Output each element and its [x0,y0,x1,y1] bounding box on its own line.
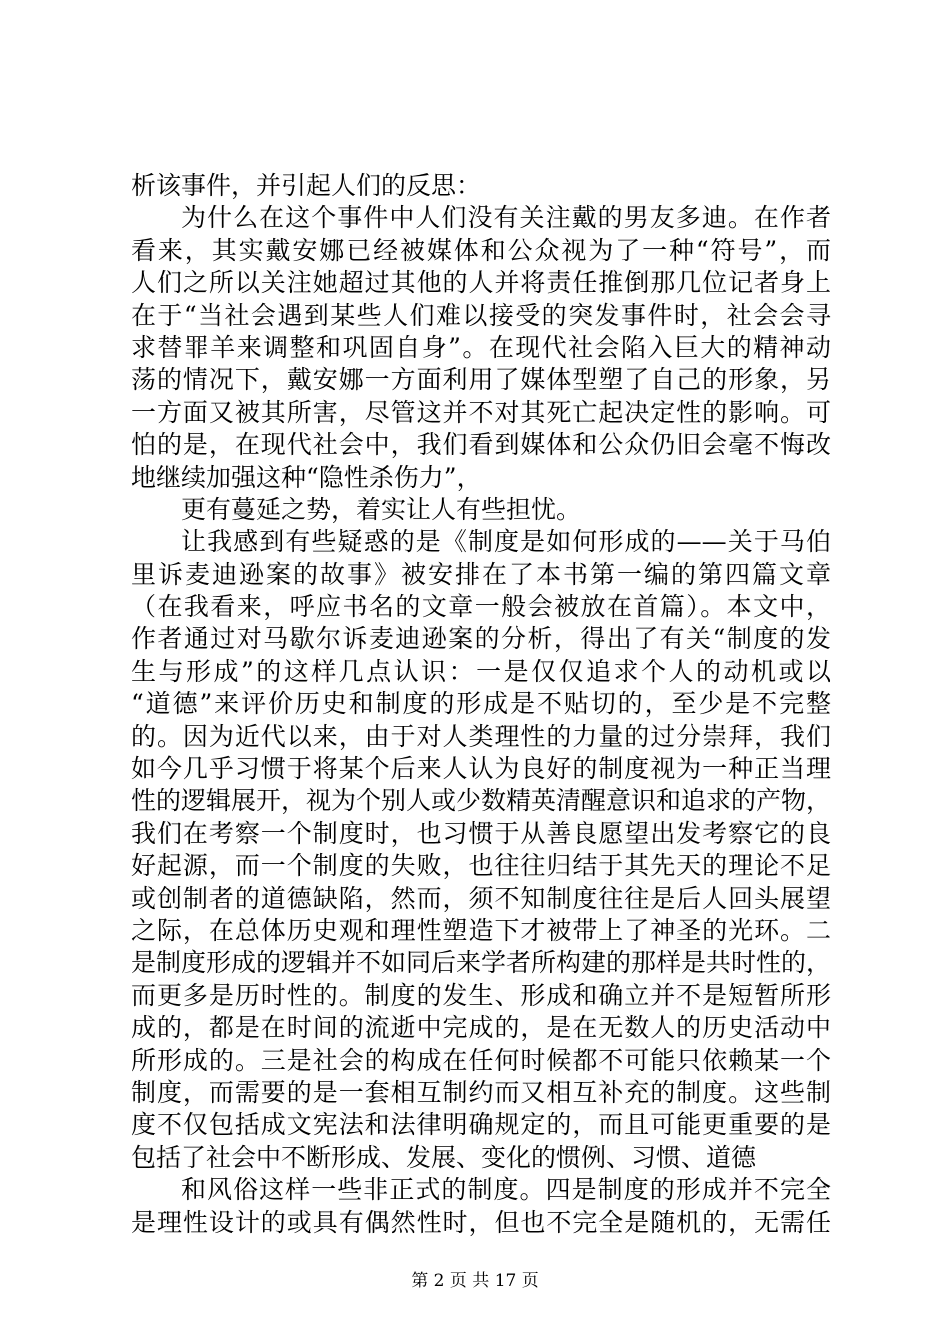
text-line: 成的，都是在时间的流逝中完成的，是在无数人的历史活动中 [131,1013,831,1043]
text-line: “道德”来评价历史和制度的形成是不贴切的，至少是不完整 [131,689,831,719]
text-line: 我们在考察一个制度时，也习惯于从善良愿望出发考察它的良 [131,818,831,848]
text-line: 好起源，而一个制度的失败，也往往归结于其先天的理论不足 [131,851,831,881]
text-line: 所形成的。三是社会的构成在任何时候都不可能只依赖某一个 [131,1045,831,1075]
text-line: 而更多是历时性的。制度的发生、形成和确立并不是短暂所形 [131,980,831,1010]
text-line: 里诉麦迪逊案的故事》被安排在了本书第一编的第四篇文章 [131,559,831,589]
body-text [131,170,831,1239]
text-line: 和风俗这样一些非正式的制度。四是制度的形成并不完全 [181,1175,831,1205]
text-line: 之际，在总体历史观和理性塑造下才被带上了神圣的光环。二 [131,915,831,945]
text-line: 让我感到有些疑惑的是《制度是如何形成的——关于马伯 [181,527,831,557]
text-line: 生与形成”的这样几点认识：一是仅仅追求个人的动机或以 [131,656,831,686]
text-line: 一方面又被其所害，尽管这并不对其死亡起决定性的影响。可 [131,397,831,427]
text-line: 地继续加强这种“隐性杀伤力”， [131,462,482,492]
text-line: 或创制者的道德缺陷，然而，须不知制度往往是后人回头展望 [131,883,831,913]
text-line: 的。因为近代以来，由于对人类理性的力量的过分崇拜，我们 [131,721,831,751]
text-line: 看来，其实戴安娜已经被媒体和公众视为了一种“符号”，而 [131,235,831,265]
text-line: 包括了社会中不断形成、发展、变化的惯例、习惯、道德 [131,1142,757,1172]
text-line: 是理性设计的或具有偶然性时，但也不完全是随机的，无需任 [131,1207,831,1237]
text-line: 制度，而需要的是一套相互制约而又相互补充的制度。这些制 [131,1077,831,1107]
page-footer: 第 2 页 共 17 页 [411,1271,539,1291]
text-line: 性的逻辑展开，视为个别人或少数精英清醒意识和追求的产物， [131,786,831,816]
text-line: 是制度形成的逻辑并不如同后来学者所构建的那样是共时性的， [131,948,831,978]
text-line: 析该事件，并引起人们的反思： [131,171,482,200]
text-line: 人们之所以关注她超过其他的人并将责任推倒那几位记者身上 [131,268,831,298]
text-line: 度不仅包括成文宪法和法律明确规定的，而且可能更重要的是 [131,1110,831,1140]
text-line: 荡的情况下，戴安娜一方面利用了媒体型塑了自己的形象，另 [131,365,831,395]
text-line: 如今几乎习惯于将某个后来人认为良好的制度视为一种正当理 [131,754,831,784]
text-line: （在我看来，呼应书名的文章一般会被放在首篇）。本文中， [131,592,831,622]
text-line: 为什么在这个事件中人们没有关注戴的男友多迪。在作者 [181,203,831,233]
text-line: 更有蔓延之势，着实让人有些担忧。 [181,494,582,524]
text-line: 在于“当社会遇到某些人们难以接受的突发事件时，社会会寻 [131,300,831,330]
text-line: 怕的是，在现代社会中，我们看到媒体和公众仍旧会毫不悔改 [131,430,831,460]
text-line: 作者通过对马歇尔诉麦迪逊案的分析，得出了有关“制度的发 [131,624,831,654]
text-line: 求替罪羊来调整和巩固自身”。在现代社会陷入巨大的精神动 [131,332,831,362]
